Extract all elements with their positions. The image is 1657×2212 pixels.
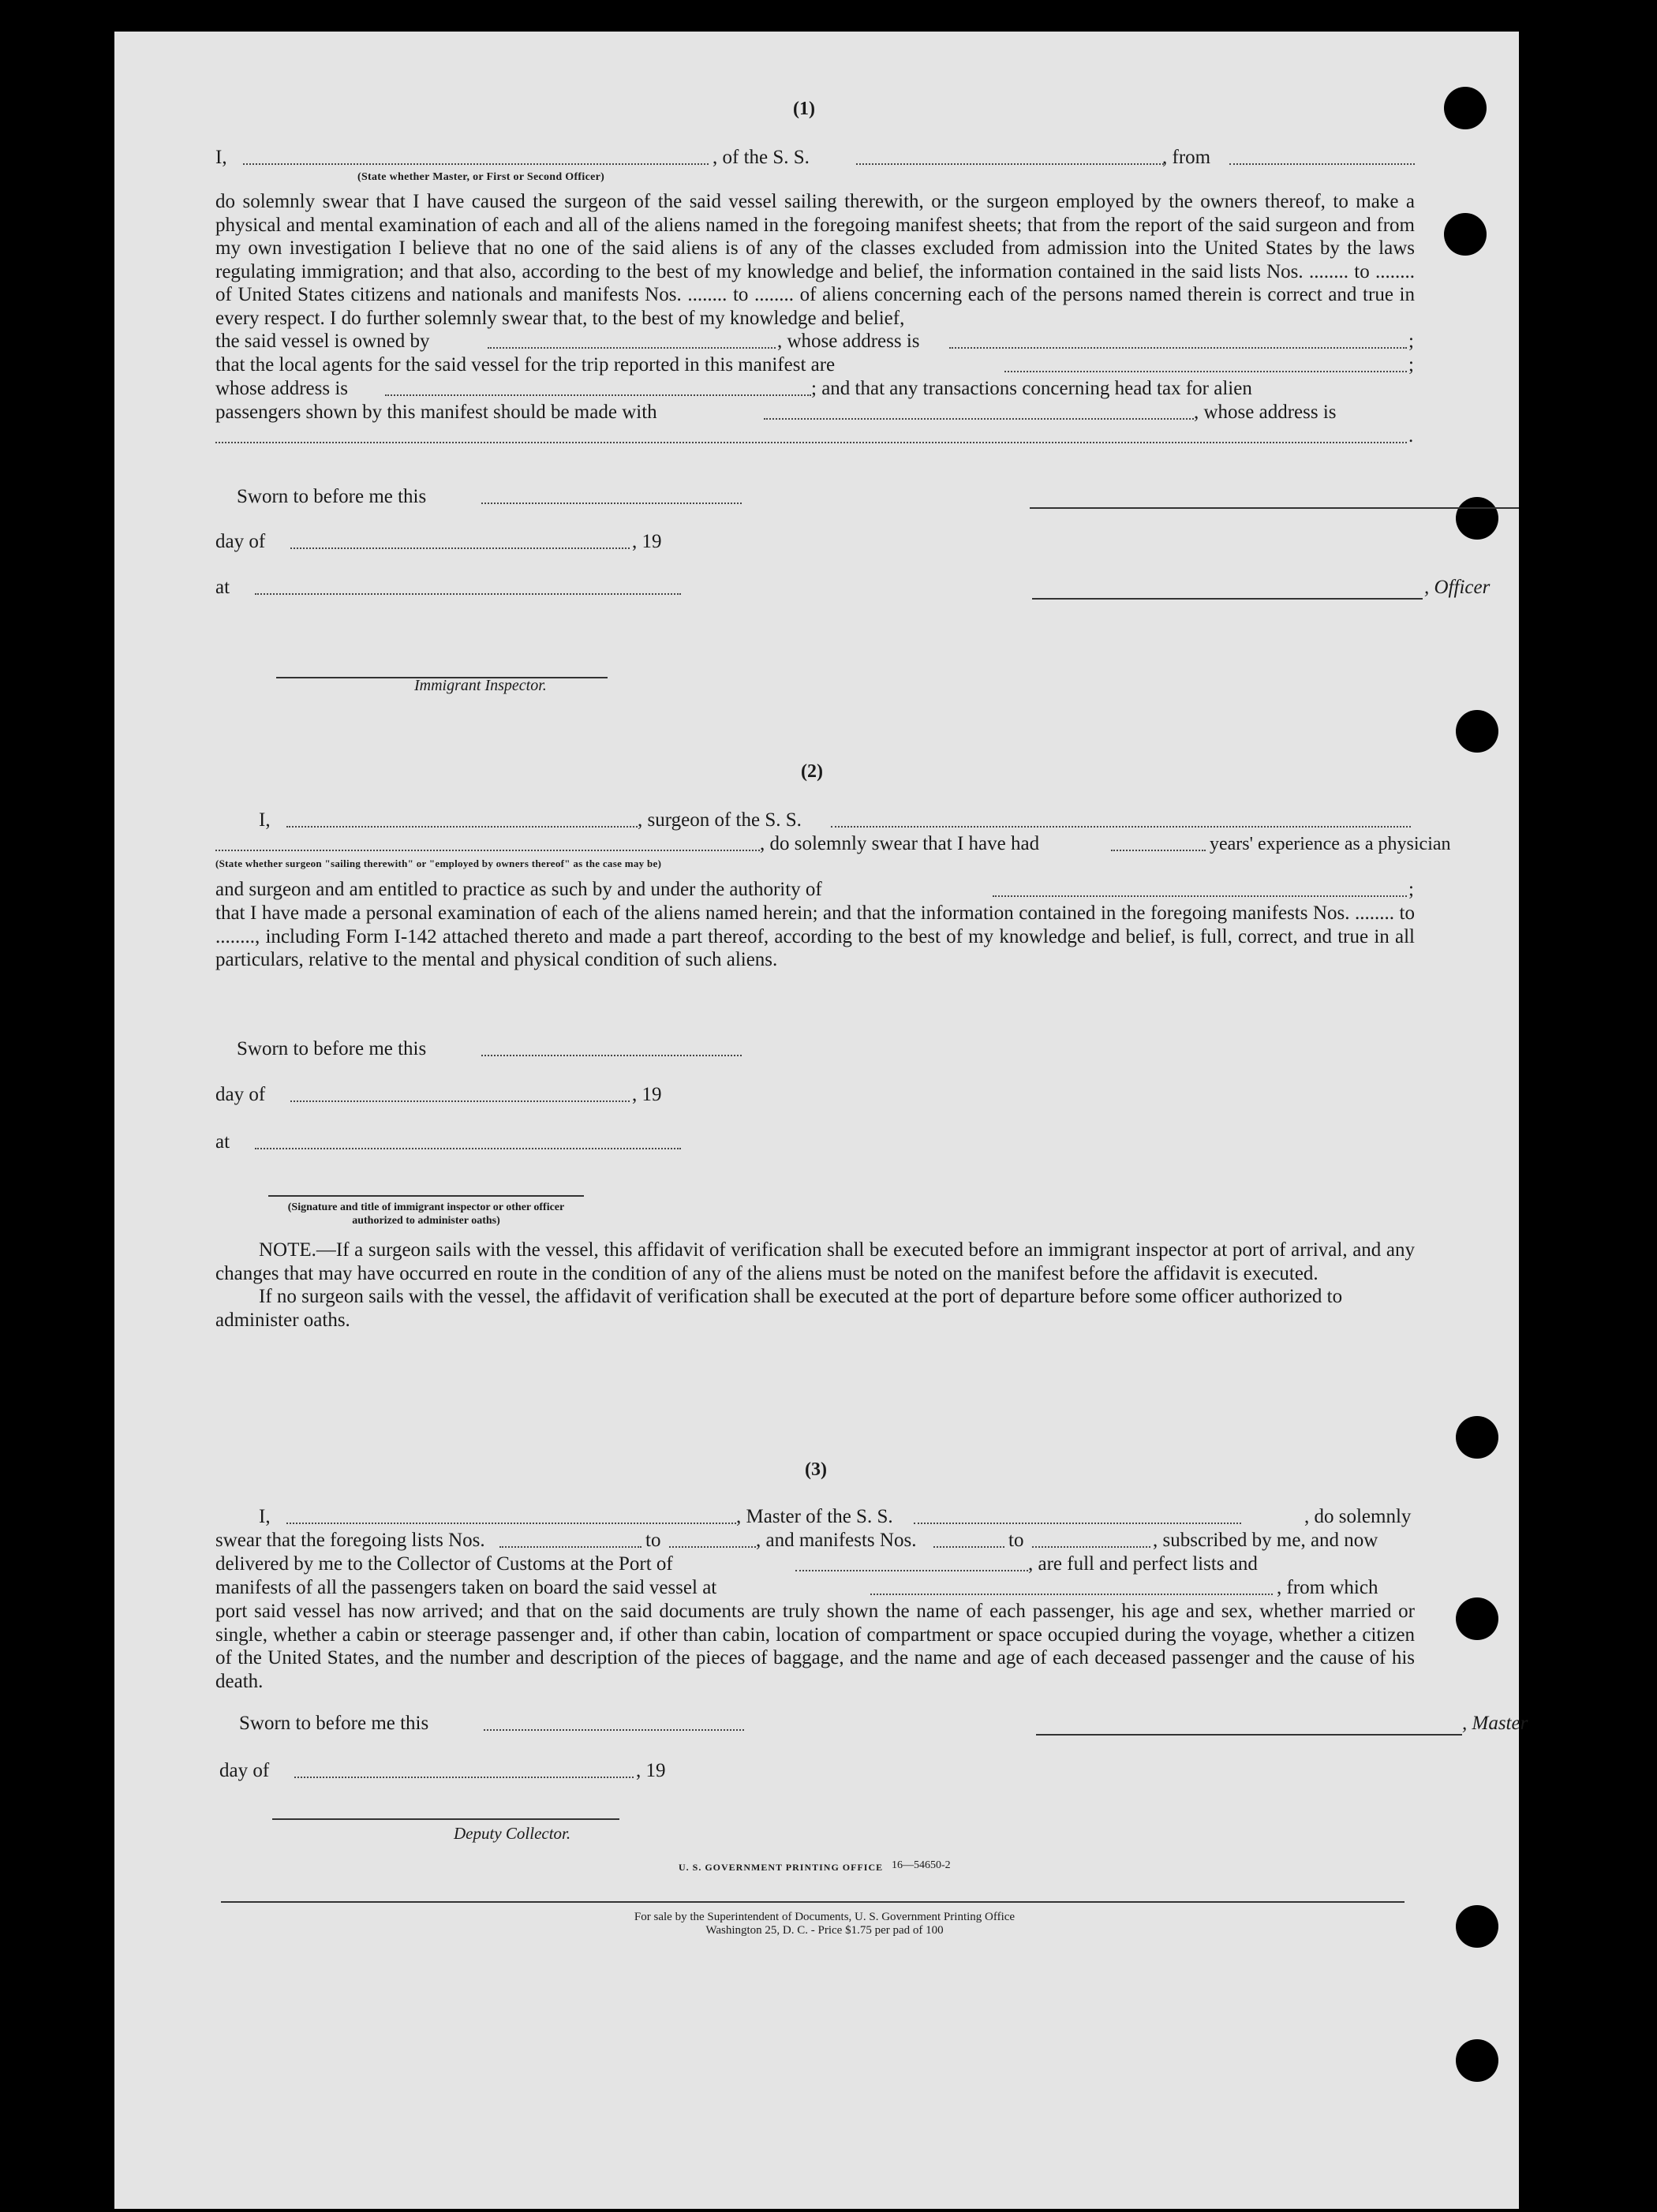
day-month-field [290,1083,630,1102]
officer-signature-line [1030,507,1519,509]
pronoun-i: I, [259,809,271,831]
punch-hole [1456,2039,1498,2082]
owner-address-field [949,330,1407,349]
do-solemnly-label: , do solemnly [1304,1506,1412,1527]
years-label: years' experience as a physician [1210,834,1451,854]
pronoun-i: I, [215,147,227,168]
ship-name-field [856,146,1164,165]
punch-hole [1444,87,1487,129]
section-2-sworn-line [237,1037,947,1061]
section-3-heading: (3) [805,1459,827,1480]
officer-rank-field [243,146,709,165]
at-label: at [215,577,230,598]
section-3-port-line [215,1553,1415,1576]
head-tax-contact-field [764,401,1194,420]
head-tax-address-field [215,424,1407,443]
form-number: 16—54650-2 [892,1859,951,1871]
signature-caption: (Signature and title of immigrant inspector or other officer authorized to administer oaths) [287,1201,565,1227]
head-tax-label: ; and that any transactions concerning head tax for alien [811,378,1252,399]
footer-rule [221,1901,1405,1903]
sale-notice-line-2: Washington 25, D. C. - Price $1.75 per pad of 100 [705,1924,944,1937]
section-3-first-line [215,1505,1415,1529]
passengers-label: passengers shown by this manifest should be made with [215,402,657,423]
punch-hole [1456,1597,1498,1640]
year-prefix: , 19 [632,531,662,552]
punch-hole [1444,213,1487,256]
manifest-to-field [1032,1529,1150,1548]
section-1-heading: (1) [793,99,815,119]
agents-label: that the local agents for the said vessel for the trip reported in this manifest are [215,354,836,376]
year-prefix: , 19 [632,1084,662,1105]
authority-field [993,878,1407,897]
agents-address-line [215,377,1415,401]
years-field [1111,832,1206,851]
section-1-oath-text: do solemnly swear that I have caused the surgeon of the said vessel sailing therewith, or the surgeon employed by the owners thereof, to make a physical and mental examination of each and all of the aliens named in the foregoing manifest sheets; that from the report of the said surgeon and from my own investigation I believe that no one of the said aliens is of any of the classes excluded from admission into the United States by the laws regulating immigration; and that also, according to the best of my knowledge and belief, the information contained in the said lists Nos. ........ to ........ of United States citizens and nationals and manifests Nos. ........ to ........ of aliens concerning each of the persons named therein is correct and true in every respect. I do further solemnly swear that, to the best of my knowledge and belief, [215,191,1415,329]
head-tax-line [215,401,1415,424]
officer-label: , Officer [1424,577,1491,598]
section-1-at-line [215,576,1509,600]
to-label: to [645,1530,661,1551]
year-prefix: , 19 [636,1760,666,1781]
from-which-label: , from which [1277,1577,1378,1598]
sworn-label: Sworn to before me this [237,486,427,507]
day-of-label: day of [215,1084,266,1105]
sworn-day-field [481,1037,742,1056]
whose-address-label: whose address is [215,378,349,399]
master-of-label: , Master of the S. S. [736,1506,893,1527]
agents-address-field [385,377,811,396]
authority-line: and surgeon and am entitled to practice as such by and under the authority of ; [215,879,1414,900]
section-1-first-line [215,146,1415,170]
place-field [255,1130,681,1149]
day-of-label: day of [219,1760,270,1781]
sworn-day-field [484,1712,744,1731]
section-1-sworn-line [237,485,1531,509]
surgeon-of-label: , surgeon of the S. S. [638,809,802,831]
owned-by-label: the said vessel is owned by [215,331,430,352]
surgeon-caption: (State whether surgeon "sailing therewith" or "employed by owners thereof" as the case may be) [215,858,662,869]
from-label: , from [1162,147,1211,168]
agents-line: that the local agents for the said vessel for the trip reported in this manifest are ; [215,354,1414,376]
section-2-at-line [215,1130,926,1154]
day-of-label: day of [215,531,266,552]
master-signature-line [1036,1734,1462,1736]
section-2 [215,809,1451,972]
manifest-from-field [933,1529,1004,1548]
section-3-embark-line [215,1576,1415,1600]
section-2-notes [215,1239,1415,1332]
full-perfect-label: , are full and perfect lists and [1028,1553,1258,1575]
pronoun-i: I, [259,1506,271,1527]
ship-name-field [831,809,1411,828]
whose-address-label: , whose address is [1194,402,1337,423]
punch-hole [1456,1416,1498,1459]
manifest-verification-form [114,32,1528,2209]
head-tax-address-line: . [215,424,1415,448]
day-month-field [294,1759,634,1778]
section-2-oath-text: that I have made a personal examination of each of the aliens named herein; and that the information contained in the foregoing manifests Nos. ........ to ........, including Form I-142 attached thereto and made a part thereof, according to the best of my knowledge and belief, is full, correct, and true in all particulars, relative to the mental and physical condition of such aliens. [215,902,1415,970]
manifests-of-label: manifests of all the passengers taken on board the said vessel at [215,1577,717,1598]
section-2-first-line [215,809,1415,832]
sworn-day-field [481,485,742,504]
deputy-collector-signature-line [272,1818,619,1820]
immigrant-inspector-label: Immigrant Inspector. [414,677,547,694]
section-1-day-line [215,530,1509,554]
subscribed-label: , subscribed by me, and now [1153,1530,1378,1551]
surgeon-name-field [215,832,760,851]
solemnly-label: , do solemnly swear that I have had [760,833,1040,854]
embark-port-field [870,1576,1273,1595]
officer-caption: (State whether Master, or First or Second Officer) [357,171,605,183]
sale-notice-line-1: For sale by the Superintendent of Documents, U. S. Government Printing Office [634,1911,1016,1923]
port-field [795,1553,1028,1571]
agents-field [1004,353,1407,372]
list-to-field [669,1529,756,1548]
section-3-sworn-line [239,1712,1533,1736]
section-2-second-line [215,832,1451,856]
to-label: to [1008,1530,1024,1551]
note-surgeon-sails: NOTE.—If a surgeon sails with the vessel, this affidavit of verification shall be executed before an immigrant inspector at port of arrival, and any changes that may have occurred en route in the condition of any of the aliens must be noted on the manifest before the affidavit is executed. [215,1239,1415,1284]
lists-label: swear that the foregoing lists Nos. [215,1530,485,1551]
owner-line: the said vessel is owned by , whose address is ; [215,331,1414,352]
section-3-oath-text: port said vessel has now arrived; and that on the said documents are truly shown the name of each passenger, his age and sex, whether married or single, whether a cabin or steerage passenger and, if other than cabin, location of compartment or space occupied during the voyage, whether a citizen of the United States, and the number and description of the pieces of baggage, and the name and age of each deceased passenger and the cause of his death. [215,1601,1415,1692]
list-from-field [499,1529,641,1548]
master-name-field [286,1505,736,1524]
delivered-label: delivered by me to the Collector of Customs at the Port of [215,1553,673,1575]
deputy-collector-label: Deputy Collector. [454,1824,571,1843]
day-month-field [290,530,630,549]
at-label: at [215,1131,230,1153]
note-no-surgeon: If no surgeon sails with the vessel, the affidavit of verification shall be executed at the port of departure before some officer authorized to administer oaths. [215,1286,1343,1331]
from-port-field [1229,146,1415,165]
section-2-heading: (2) [801,761,823,782]
officer-title-line [1032,598,1423,600]
inspector-signature-line [268,1195,584,1197]
section-3 [215,1505,1415,1693]
of-ss-label: , of the S. S. [713,147,810,168]
manifests-label: , and manifests Nos. [756,1530,917,1551]
sworn-label: Sworn to before me this [237,1038,427,1059]
punch-hole [1456,710,1498,753]
authority-label: and surgeon and am entitled to practice as such by and under the authority of [215,879,822,900]
sworn-label: Sworn to before me this [239,1713,429,1734]
section-3-day-line [219,1759,929,1783]
section-3-lists-line [215,1529,1415,1553]
place-field [255,576,681,595]
section-1 [215,146,1415,448]
printing-office-imprint: U. S. GOVERNMENT PRINTING OFFICE [679,1862,884,1873]
master-label: , Master [1462,1713,1528,1734]
owner-field [488,330,776,349]
whose-address-label: , whose address is [777,331,920,352]
ship-name-field [914,1505,1241,1524]
punch-hole [1456,1905,1498,1948]
surgeon-status-field [286,809,638,828]
section-2-day-line [215,1083,926,1107]
